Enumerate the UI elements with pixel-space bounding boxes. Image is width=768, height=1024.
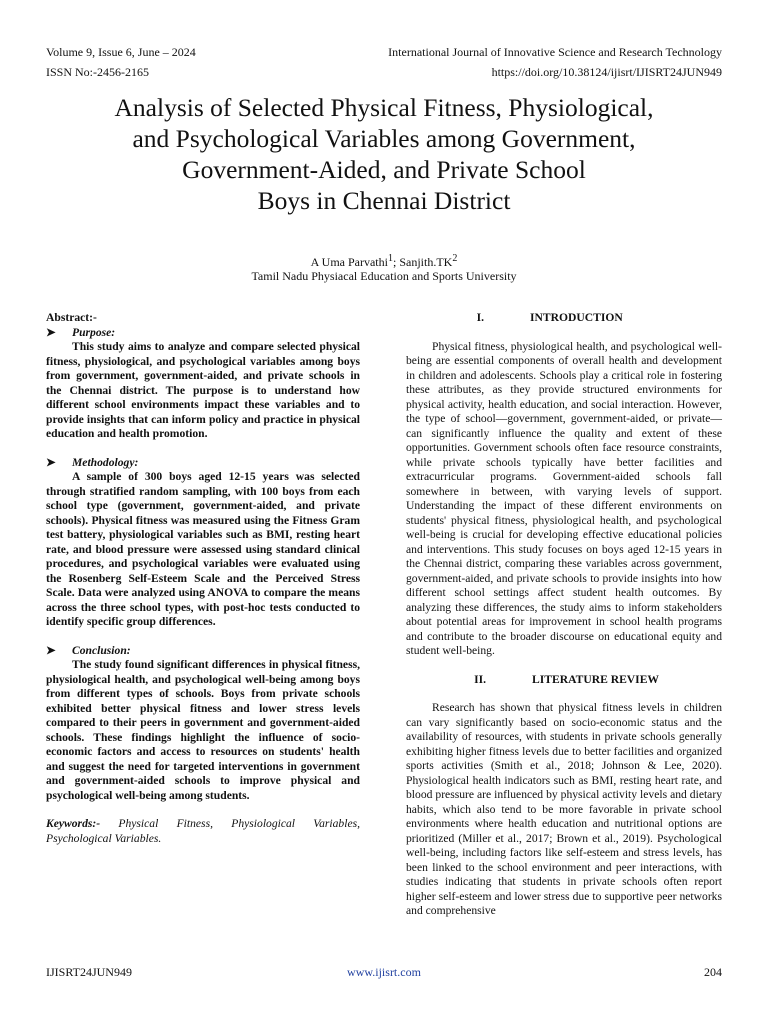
keywords-label: Keywords:-	[46, 817, 101, 830]
header-volume: Volume 9, Issue 6, June – 2024	[46, 45, 196, 59]
introduction-text: Physical fitness, physiological health, and psychological well-being are essential components of overall health and development in children and adolescents. Schools play a critical role in fostering these attributes, as they provide structured environments for physical activity, health education, and social interaction. However, the type of school—government, government-aided, or private—can significantly influence the quality and extent of these opportunities. Government schools often face resource constraints, while private schools typically have better facilities and extracurricular programs. Government-aided schools fall somewhere in between, with varying levels of support. Understanding the impact of these different environments on students' physical fitness, physiological health, and psychological well-being is crucial for developing effective educational policies and interventions. This study focuses on boys aged 12-15 years in the Chennai district, comparing these variables across government, government-aided, and private schools to provide insights into how different school settings affect student health outcomes. By analyzing these differences, the study aims to inform stakeholders about potential areas for improvement in school health programs and contribute to the broader discourse on educational equity and student well-being.	[406, 339, 722, 657]
conclusion-text: The study found significant differences in physical fitness, physiological health, and psychological well-being among boys from different types of schools. Boys from private schools exhibited better physical fitness and lower stress levels compared to their peers in government and government-aided schools. These findings highlight the influence of socio-economic factors and access to resources on students' health and suggest the need for targeted interventions in government and government-aided schools to improve physical and psychological well-being among students.	[46, 658, 360, 802]
purpose-subheading: ➤ Purpose:	[46, 325, 116, 339]
title-line: and Psychological Variables among Government,	[132, 124, 636, 153]
methodology-subheading: ➤ Methodology:	[46, 455, 139, 469]
author-1: A Uma Parvathi	[310, 255, 388, 269]
body-column	[406, 311, 722, 919]
author-1-affil-mark: 1	[387, 253, 393, 264]
arrow-bullet-icon: ➤	[46, 325, 56, 339]
keywords-text: Physical Fitness, Physiological Variables, Psychological Variables.	[46, 817, 360, 845]
arrow-bullet-icon: ➤	[46, 643, 56, 657]
author-separator: ;	[392, 255, 400, 269]
paper-title	[40, 92, 728, 216]
abstract-column	[46, 311, 360, 846]
footer-paper-id: IJISRT24JUN949	[46, 965, 132, 979]
affiliation: Tamil Nadu Physiacal Education and Sports University	[251, 269, 517, 283]
keywords	[46, 817, 360, 846]
footer-website-link[interactable]: www.ijisrt.com	[347, 965, 421, 979]
section-heading-literature-review: II. LITERATURE REVIEW	[474, 672, 660, 686]
header-issn: ISSN No:-2456-2165	[46, 65, 150, 79]
conclusion-subheading: ➤ Conclusion:	[46, 643, 131, 657]
header-doi-link[interactable]: https://doi.org/10.38124/ijisrt/IJISRT24JUN949	[491, 65, 722, 79]
section-heading-introduction: I. INTRODUCTION	[476, 311, 623, 324]
title-line: Boys in Chennai District	[257, 186, 511, 215]
methodology-text: A sample of 300 boys aged 12-15 years was selected through stratified random sampling, with 100 boys from each school type (government, government-aided, and private schools). Physical fitness was measured using the Fitness Gram test battery, physiological variables such as BMI, resting heart rate, and blood pressure were assessed using standard clinical procedures, and psychological variables were evaluated using the Rosenberg Self-Esteem Scale and the Perceived Stress Scale. Data were analyzed using ANOVA to compare the means across the three school types, with post-hoc tests conducted to identify specific group differences.	[46, 470, 360, 628]
arrow-bullet-icon: ➤	[46, 455, 56, 469]
title-line: Government-Aided, and Private School	[182, 155, 586, 184]
header-journal: International Journal of Innovative Science and Research Technology	[388, 45, 722, 59]
footer-page-number: 204	[704, 965, 722, 979]
author-2-affil-mark: 2	[452, 253, 458, 264]
literature-review-text: Research has shown that physical fitness levels in children can vary significantly based on socio-economic status and the availability of resources, with students in private schools generally exhibiting higher fitness levels due to better facilities and organized sports activities (Smith et al., 2018; Johnson & Lee, 2020). Physiological health indicators such as BMI, resting heart rate, and blood pressure are influenced by physical activity levels and dietary habits, which also tend to be more favorable in private school environments where health education and nutritional options are prioritized (Miller et al., 2017; Brown et al., 2019). Psychological well-being, including factors like self-esteem and stress levels, has been linked to the school environment and peer interactions, with studies indicating that students in private schools often report higher self-esteem and lower stress due to supportive peer networks and comprehensive	[406, 701, 722, 917]
purpose-text: This study aims to analyze and compare selected physical fitness, physiological, and psychological variables among boys from government, government-aided, and private schools in the Chennai district. The purpose is to understand how different school environments impact these variables and to provide insights that can inform policy and practice in physical education and health promotion.	[46, 340, 360, 440]
author-2: Sanjith.TK	[399, 255, 453, 269]
title-line: Analysis of Selected Physical Fitness, Physiological,	[114, 93, 654, 122]
abstract-heading: Abstract:-	[46, 311, 97, 324]
